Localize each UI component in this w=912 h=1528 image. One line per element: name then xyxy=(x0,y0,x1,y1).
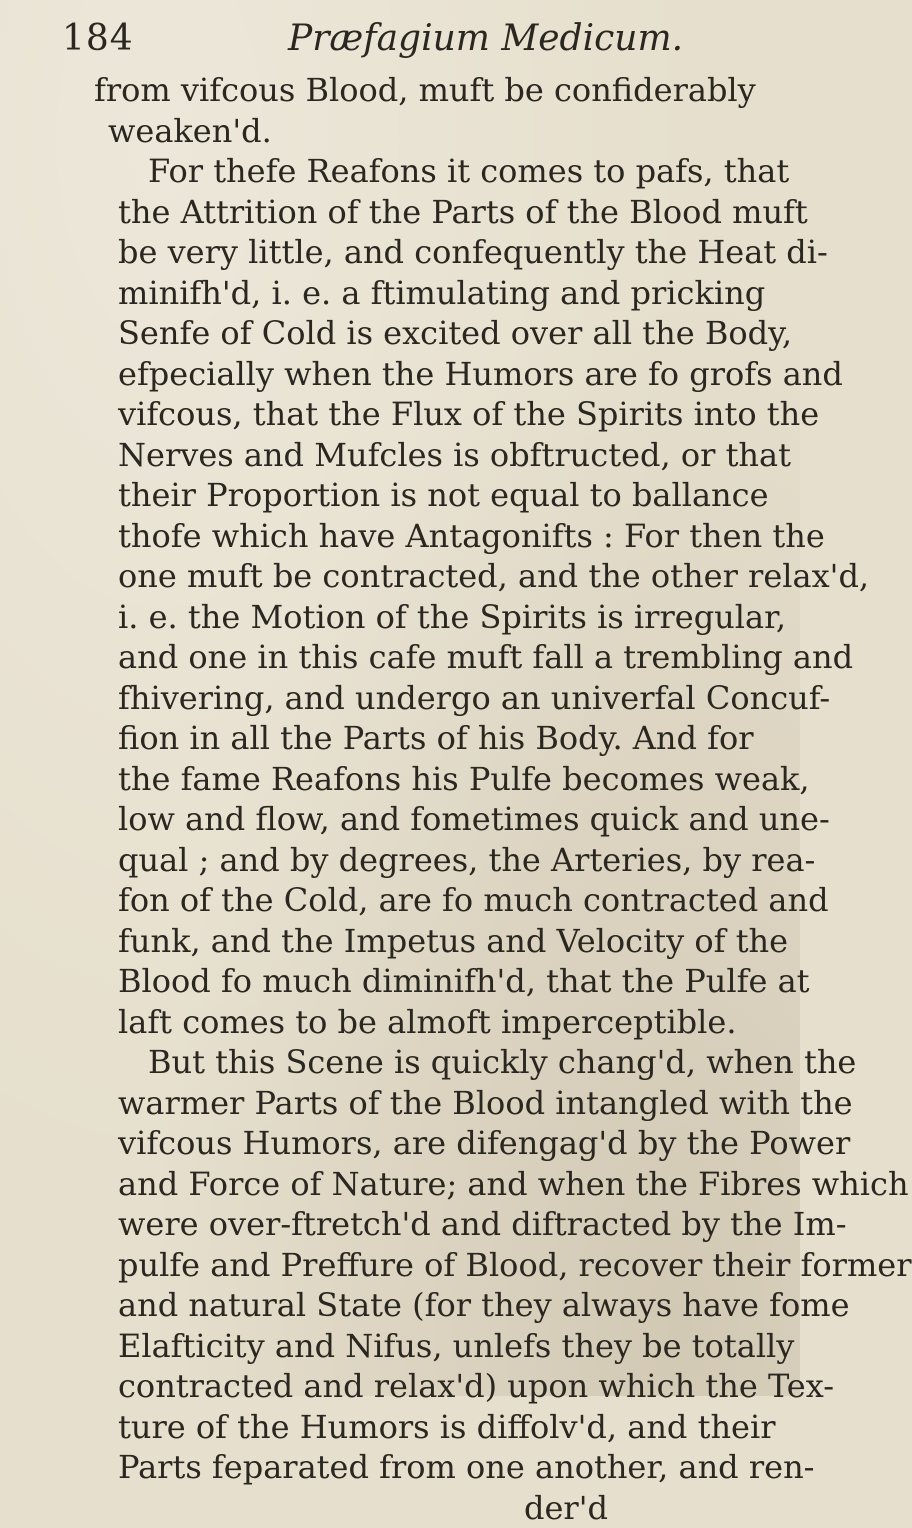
text-line: one muft be contracted, and the other relax'd, xyxy=(118,556,738,597)
text-line: warmer Parts of the Blood intangled with the xyxy=(118,1083,738,1124)
text-line: and one in this cafe muft fall a trembling and xyxy=(118,637,738,678)
text-line: fhivering, and undergo an univerfal Concuf- xyxy=(118,678,738,719)
text-line: Senfe of Cold is excited over all the Body, xyxy=(118,313,738,354)
body-text xyxy=(118,70,738,1528)
text-line: and Force of Nature; and when the Fibres which xyxy=(118,1164,738,1205)
text-line: low and flow, and fometimes quick and une- xyxy=(118,799,738,840)
text-line: efpecially when the Humors are fo grofs and xyxy=(118,354,738,395)
page-header xyxy=(0,18,800,64)
text-line: minifh'd, i. e. a ftimulating and pricking xyxy=(118,273,738,314)
text-line: Parts feparated from one another, and ren- xyxy=(118,1447,738,1488)
text-line: were over-ftretch'd and diftracted by the Im- xyxy=(118,1204,738,1245)
text-line: pulfe and Preffure of Blood, recover their former xyxy=(118,1245,738,1286)
text-line: ture of the Humors is diffolv'd, and their xyxy=(118,1407,738,1448)
text-line: vifcous Humors, are difengag'd by the Power xyxy=(118,1123,738,1164)
text-line: Nerves and Mufcles is obftructed, or that xyxy=(118,435,738,476)
text-line: qual ; and by degrees, the Arteries, by rea- xyxy=(118,840,738,881)
text-line: But this Scene is quickly chang'd, when the xyxy=(118,1042,738,1083)
text-line: the fame Reafons his Pulfe becomes weak, xyxy=(118,759,738,800)
text-line: be very little, and confequently the Heat di- xyxy=(118,232,738,273)
catchword: der'd xyxy=(118,1488,738,1528)
text-line: contracted and relax'd) upon which the Tex- xyxy=(118,1366,738,1407)
text-line: funk, and the Impetus and Velocity of the xyxy=(118,921,738,962)
text-line: Blood fo much diminifh'd, that the Pulfe at xyxy=(118,961,738,1002)
running-head: Præfagium Medicum. xyxy=(288,18,683,59)
text-line: weaken'd. xyxy=(108,111,738,152)
text-line: from vifcous Blood, muft be confiderably xyxy=(94,70,738,111)
text-line: the Attrition of the Parts of the Blood muft xyxy=(118,192,738,233)
text-line: vifcous, that the Flux of the Spirits into the xyxy=(118,394,738,435)
text-line: laft comes to be almoft imperceptible. xyxy=(118,1002,738,1043)
text-line: and natural State (for they always have fome xyxy=(118,1285,738,1326)
text-line: fion in all the Parts of his Body. And for xyxy=(118,718,738,759)
text-line: their Proportion is not equal to ballance xyxy=(118,475,738,516)
page-number: 184 xyxy=(62,18,134,59)
text-line: For thefe Reafons it comes to pafs, that xyxy=(118,151,738,192)
text-line: thofe which have Antagonifts : For then the xyxy=(118,516,738,557)
text-line: fon of the Cold, are fo much contracted and xyxy=(118,880,738,921)
text-line: Elafticity and Nifus, unlefs they be totally xyxy=(118,1326,738,1367)
text-line: i. e. the Motion of the Spirits is irregular, xyxy=(118,597,738,638)
